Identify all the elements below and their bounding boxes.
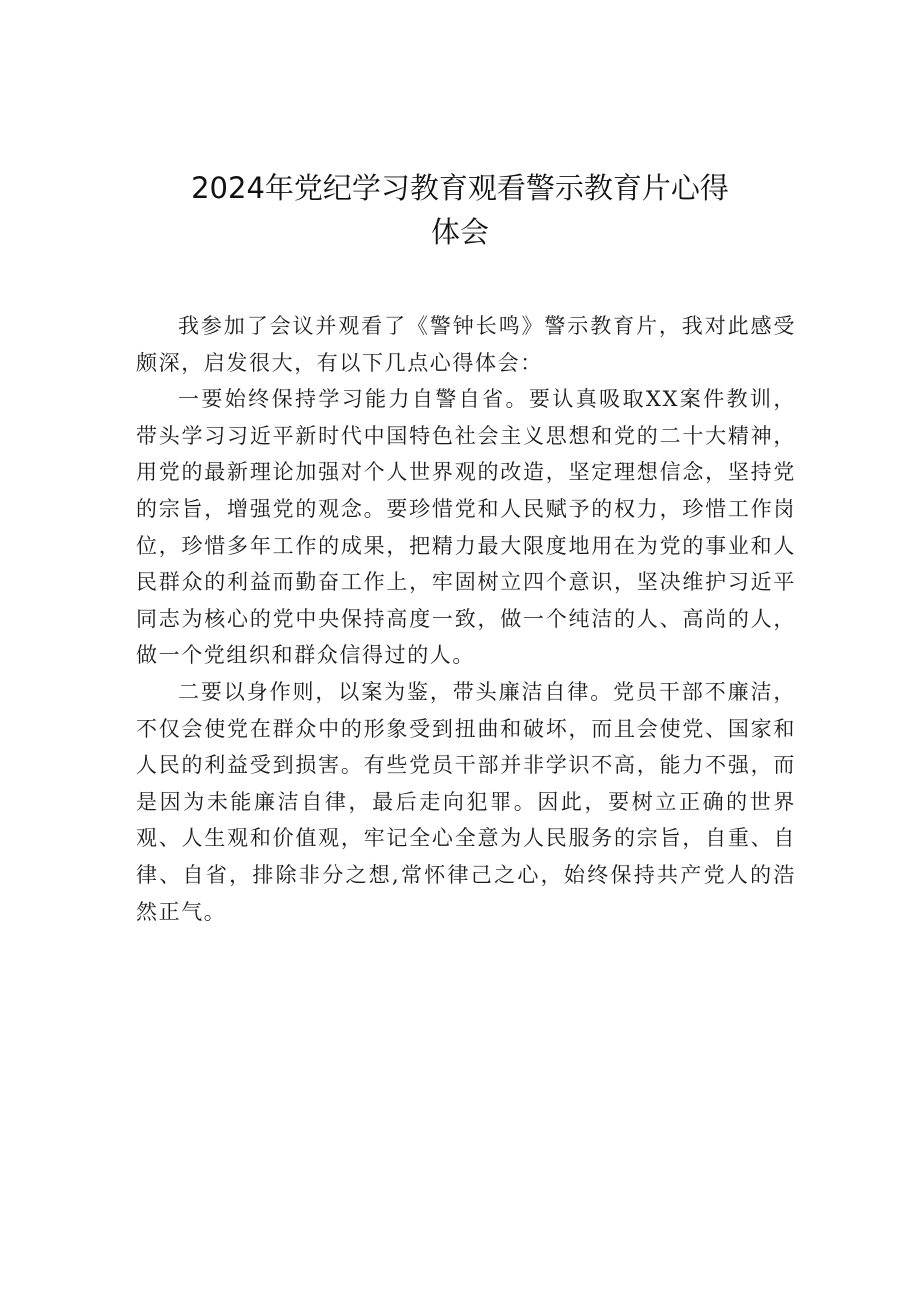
paragraph-point-one: 一要始终保持学习能力自警自省。要认真吸取XX案件教训，带头学习习近平新时代中国特色社会主义思想和党的二十大精神，用党的最新理论加强对个人世界观的改造，坚定理想信念，坚持党的宗旨，增强党的观念。要珍惜党和人民赋予的权力，珍惜工作岗位，珍惜多年工作的成果，把精力最大限度地用在为党的事业和人民群众的利益而勤奋工作上，牢固树立四个意识，坚决维护习近平同志为核心的党中央保持高度一致，做一个纯洁的人、高尚的人，做一个党组织和群众信得过的人。 [136, 387, 796, 668]
document-title-line-2: 体会 [430, 215, 489, 249]
paragraph-intro: 我参加了会议并观看了《警钟长鸣》警示教育片，我对此感受颇深，启发很大，有以下几点心得体会： [136, 314, 796, 375]
paragraph-point-two: 二要以身作则，以案为鉴，带头廉洁自律。党员干部不廉洁，不仅会使党在群众中的形象受到扭曲和破坏，而且会使党、国家和人民的利益受到损害。有些党员干部并非学识不高，能力不强，而是因为未能廉洁自律，最后走向犯罪。因此，要树立正确的世界观、人生观和价值观，牢记全心全意为人民服务的宗旨，自重、自律、自省，排除非分之想,常怀律己之心，始终保持共产党人的浩然正气。 [136, 679, 796, 924]
document-title [120, 166, 800, 254]
document-body [136, 308, 796, 930]
document-title-line-1: 2024年党纪学习教育观看警示教育片心得 [191, 171, 729, 205]
